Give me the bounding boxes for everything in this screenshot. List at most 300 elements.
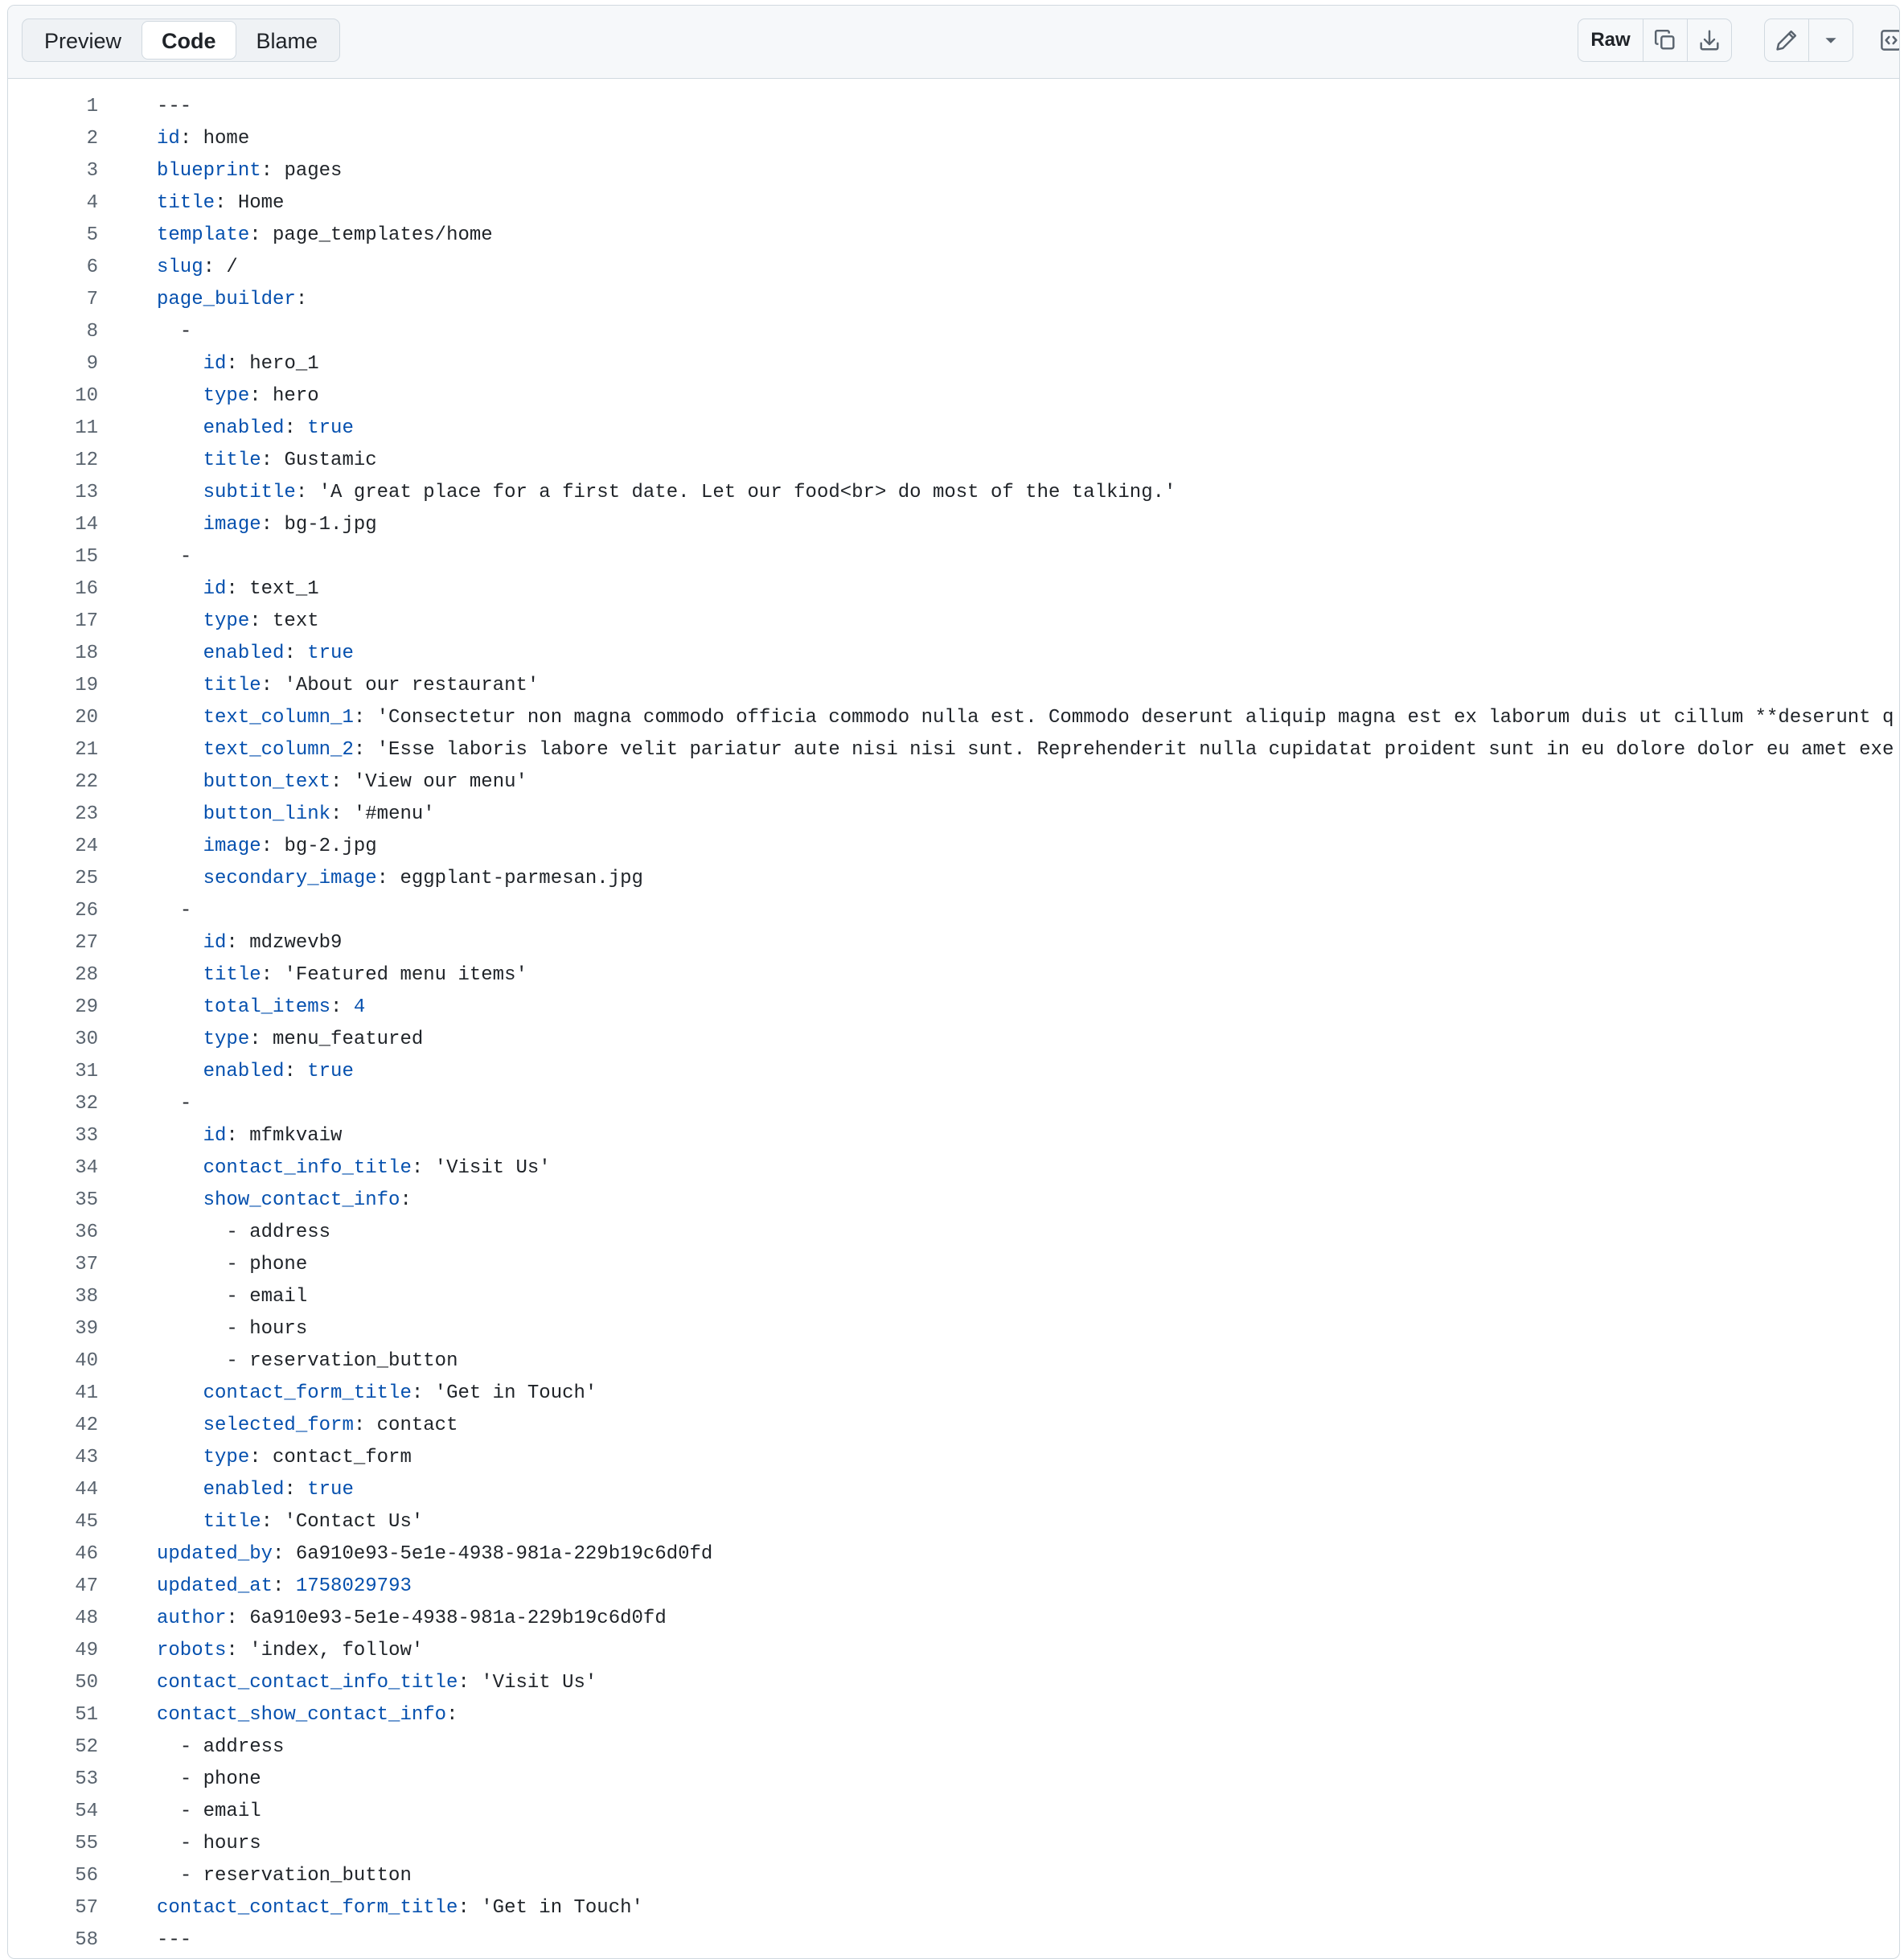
edit-file-button[interactable] — [1765, 19, 1809, 61]
line-content — [157, 959, 527, 992]
line-number[interactable]: 20 — [75, 707, 98, 729]
line-number[interactable]: 10 — [75, 385, 98, 407]
line-number[interactable]: 3 — [86, 160, 98, 182]
code-line — [8, 1281, 1899, 1313]
yaml-separator: : — [400, 1189, 412, 1211]
line-content — [157, 1249, 307, 1281]
file-header — [8, 6, 1899, 79]
line-content — [157, 573, 319, 606]
line-content — [157, 1345, 458, 1378]
line-number[interactable]: 14 — [75, 514, 98, 536]
line-number[interactable]: 18 — [75, 643, 98, 664]
line-indent — [157, 1125, 203, 1147]
yaml-key: id — [203, 353, 227, 375]
line-indent — [157, 900, 180, 922]
yaml-separator: : — [249, 1029, 273, 1050]
line-content — [157, 380, 319, 413]
line-number[interactable]: 50 — [75, 1672, 98, 1694]
yaml-separator: : — [249, 610, 273, 632]
copy-button[interactable] — [1643, 19, 1688, 61]
line-content — [157, 1796, 261, 1828]
yaml-separator: : — [330, 771, 354, 793]
code-line — [8, 927, 1899, 959]
line-content — [157, 541, 191, 573]
line-number[interactable]: 6 — [86, 257, 98, 278]
yaml-separator: : — [179, 128, 203, 150]
yaml-value: text — [273, 610, 319, 632]
code-line — [8, 1603, 1899, 1635]
download-button[interactable] — [1688, 19, 1731, 61]
code-line — [8, 1828, 1899, 1860]
yaml-separator: : — [411, 1157, 435, 1179]
yaml-value: - phone — [226, 1254, 308, 1275]
line-number[interactable]: 30 — [75, 1029, 98, 1050]
yaml-value: --- — [157, 96, 192, 117]
line-number[interactable]: 4 — [86, 192, 98, 214]
yaml-key: updated_at — [157, 1575, 273, 1597]
yaml-separator: : — [458, 1897, 482, 1919]
line-content — [157, 1281, 307, 1313]
code-line — [8, 1345, 1899, 1378]
code-line — [8, 1506, 1899, 1538]
yaml-separator: : — [249, 224, 273, 246]
yaml-separator: : — [273, 1543, 296, 1565]
line-content — [157, 1152, 551, 1185]
line-content — [157, 348, 319, 380]
line-content — [157, 766, 527, 799]
line-content — [157, 477, 1176, 509]
line-indent — [157, 546, 180, 568]
line-number[interactable]: 43 — [75, 1447, 98, 1468]
line-number[interactable]: 53 — [75, 1768, 98, 1790]
yaml-key: enabled — [203, 1479, 285, 1501]
line-indent — [157, 739, 203, 761]
line-content — [157, 1217, 330, 1249]
yaml-value: mfmkvaiw — [249, 1125, 343, 1147]
yaml-separator: : — [284, 1061, 308, 1082]
code-line — [8, 509, 1899, 541]
yaml-separator: : — [226, 353, 250, 375]
line-indent — [157, 675, 203, 696]
yaml-value: - email — [226, 1286, 308, 1308]
yaml-value: '#menu' — [353, 803, 435, 825]
line-indent — [157, 417, 203, 439]
line-number[interactable]: 35 — [75, 1189, 98, 1211]
line-number[interactable]: 15 — [75, 546, 98, 568]
line-content — [157, 1731, 284, 1764]
yaml-value: Home — [237, 192, 285, 214]
line-number[interactable]: 44 — [75, 1479, 98, 1501]
line-number[interactable]: 56 — [75, 1865, 98, 1887]
yaml-value: 'Visit Us' — [481, 1672, 597, 1694]
yaml-separator: : — [261, 514, 285, 536]
line-indent — [157, 771, 203, 793]
line-number[interactable]: 28 — [75, 964, 98, 986]
line-number[interactable]: 54 — [75, 1801, 98, 1822]
line-content — [157, 445, 377, 477]
yaml-separator: : — [295, 289, 308, 310]
yaml-value: hero_1 — [249, 353, 319, 375]
code-line — [8, 1892, 1899, 1924]
line-content — [157, 1892, 643, 1924]
line-content — [157, 1635, 423, 1667]
code-square-icon — [1879, 28, 1900, 52]
yaml-separator: : — [284, 1479, 308, 1501]
raw-button[interactable]: Raw — [1578, 19, 1643, 61]
yaml-key: button_link — [203, 803, 331, 825]
code-line — [8, 187, 1899, 220]
yaml-value: 'index, follow' — [249, 1640, 424, 1661]
code-line — [8, 831, 1899, 863]
line-content — [157, 606, 319, 638]
line-number[interactable]: 9 — [86, 353, 98, 375]
line-indent — [157, 1318, 226, 1340]
triangle-down-icon — [1819, 28, 1843, 52]
line-indent — [157, 707, 203, 729]
line-indent — [157, 803, 203, 825]
yaml-value: Gustamic — [284, 450, 377, 471]
line-number[interactable]: 32 — [75, 1093, 98, 1115]
line-content — [157, 1924, 191, 1957]
line-indent — [157, 482, 203, 503]
yaml-separator: : — [273, 1575, 296, 1597]
edit-group — [1764, 18, 1853, 62]
line-number[interactable]: 25 — [75, 868, 98, 889]
yaml-key: id — [203, 1125, 227, 1147]
line-content — [157, 1699, 458, 1731]
line-content — [157, 1442, 412, 1474]
line-indent — [157, 1382, 203, 1404]
download-icon — [1697, 28, 1721, 52]
view-mode-tabs — [22, 18, 340, 62]
yaml-key: image — [203, 514, 261, 536]
yaml-value: 4 — [353, 996, 366, 1018]
yaml-value: - — [179, 546, 192, 568]
code-line — [8, 1185, 1899, 1217]
yaml-key: subtitle — [203, 482, 296, 503]
code-line — [8, 1217, 1899, 1249]
yaml-value: true — [307, 1061, 354, 1082]
code-line — [8, 1667, 1899, 1699]
code-line — [8, 1699, 1899, 1731]
yaml-key: id — [203, 932, 227, 954]
copy-icon — [1653, 28, 1677, 52]
line-content — [157, 316, 191, 348]
line-number[interactable]: 45 — [75, 1511, 98, 1533]
line-content — [157, 1185, 412, 1217]
file-actions — [1578, 18, 1900, 62]
line-content — [157, 1860, 412, 1892]
yaml-separator: : — [284, 417, 308, 439]
yaml-value: 'Esse laboris labore velit pariatur aute nisi nisi sunt. Reprehenderit nulla cupidatat proident sunt in eu dolore dolor eu amet exe — [376, 739, 1894, 761]
code-line — [8, 1024, 1899, 1056]
line-indent — [157, 1479, 203, 1501]
line-content — [157, 1571, 412, 1603]
tab-code[interactable]: Code — [142, 21, 236, 60]
line-indent — [157, 1222, 226, 1243]
code-line — [8, 670, 1899, 702]
line-number[interactable]: 13 — [75, 482, 98, 503]
code-line — [8, 1538, 1899, 1571]
line-indent — [157, 1157, 203, 1179]
line-number[interactable]: 8 — [86, 321, 98, 343]
line-number[interactable]: 49 — [75, 1640, 98, 1661]
code-line — [8, 380, 1899, 413]
line-indent — [157, 578, 203, 600]
yaml-key: blueprint — [157, 160, 261, 182]
line-indent — [157, 836, 203, 857]
line-content — [157, 509, 377, 541]
yaml-separator: : — [446, 1704, 458, 1726]
line-indent — [157, 932, 203, 954]
yaml-key: author — [157, 1608, 227, 1629]
line-number[interactable]: 2 — [86, 128, 98, 150]
line-indent — [157, 1447, 203, 1468]
yaml-value: 'Get in Touch' — [434, 1382, 597, 1404]
yaml-key: page_builder — [157, 289, 296, 310]
line-number[interactable]: 17 — [75, 610, 98, 632]
code-line — [8, 1474, 1899, 1506]
yaml-separator: : — [261, 1511, 285, 1533]
yaml-separator: : — [353, 739, 377, 761]
yaml-key: enabled — [203, 1061, 285, 1082]
line-number[interactable]: 34 — [75, 1157, 98, 1179]
line-number[interactable]: 39 — [75, 1318, 98, 1340]
yaml-key: image — [203, 836, 261, 857]
line-number[interactable]: 47 — [75, 1575, 98, 1597]
line-indent — [157, 1865, 180, 1887]
line-content — [157, 1120, 342, 1152]
line-content — [157, 1828, 261, 1860]
line-number[interactable]: 19 — [75, 675, 98, 696]
yaml-key: title — [203, 675, 261, 696]
line-content — [157, 1506, 423, 1538]
line-indent — [157, 1768, 180, 1790]
line-number[interactable]: 46 — [75, 1543, 98, 1565]
line-indent — [157, 1415, 203, 1436]
edit-options-dropdown[interactable] — [1809, 19, 1853, 61]
code-line — [8, 123, 1899, 155]
yaml-value: - — [179, 1093, 192, 1115]
yaml-key: title — [203, 1511, 261, 1533]
line-number[interactable]: 42 — [75, 1415, 98, 1436]
yaml-separator: : — [330, 996, 354, 1018]
line-number[interactable]: 55 — [75, 1833, 98, 1854]
code-line — [8, 413, 1899, 445]
line-number[interactable]: 27 — [75, 932, 98, 954]
code-line — [8, 606, 1899, 638]
line-indent — [157, 321, 180, 343]
yaml-key: id — [157, 128, 180, 150]
yaml-value: text_1 — [249, 578, 319, 600]
yaml-value: home — [203, 128, 250, 150]
line-indent — [157, 610, 203, 632]
yaml-key: text_column_2 — [203, 739, 354, 761]
line-indent — [157, 1254, 226, 1275]
yaml-value: - phone — [179, 1768, 261, 1790]
yaml-value: 6a910e93-5e1e-4938-981a-229b19c6d0fd — [295, 1543, 713, 1565]
line-number[interactable]: 40 — [75, 1350, 98, 1372]
pencil-icon — [1775, 28, 1799, 52]
yaml-value: - — [179, 900, 192, 922]
line-indent — [157, 996, 203, 1018]
line-content — [157, 895, 191, 927]
line-number[interactable]: 58 — [75, 1929, 98, 1951]
code-line — [8, 1378, 1899, 1410]
line-number[interactable]: 16 — [75, 578, 98, 600]
yaml-key: title — [203, 964, 261, 986]
line-content — [157, 155, 342, 187]
yaml-value: - address — [226, 1222, 331, 1243]
tab-blame[interactable]: Blame — [256, 29, 318, 53]
line-number[interactable]: 31 — [75, 1061, 98, 1082]
code-line — [8, 1924, 1899, 1957]
line-indent — [157, 353, 203, 375]
line-content — [157, 1024, 423, 1056]
code-line — [8, 155, 1899, 187]
yaml-value: - address — [179, 1736, 285, 1758]
line-number[interactable]: 37 — [75, 1254, 98, 1275]
line-number[interactable]: 1 — [86, 96, 98, 117]
yaml-separator: : — [249, 1447, 273, 1468]
line-content — [157, 734, 1894, 766]
yaml-value: 'Featured menu items' — [284, 964, 527, 986]
yaml-value: 'A great place for a first date. Let our food<br> do most of the talking.' — [318, 482, 1176, 503]
line-number[interactable]: 24 — [75, 836, 98, 857]
tab-preview[interactable]: Preview — [44, 29, 122, 53]
yaml-key: text_column_1 — [203, 707, 354, 729]
line-indent — [157, 643, 203, 664]
code-line — [8, 1152, 1899, 1185]
line-number[interactable]: 38 — [75, 1286, 98, 1308]
yaml-separator: : — [261, 450, 285, 471]
line-number[interactable]: 41 — [75, 1382, 98, 1404]
yaml-key: contact_contact_info_title — [157, 1672, 458, 1694]
line-indent — [157, 1029, 203, 1050]
line-indent — [157, 450, 203, 471]
line-content — [157, 252, 238, 284]
yaml-key: show_contact_info — [203, 1189, 400, 1211]
yaml-key: slug — [157, 257, 203, 278]
yaml-key: contact_show_contact_info — [157, 1704, 447, 1726]
code-line — [8, 702, 1899, 734]
yaml-value: true — [307, 643, 354, 664]
yaml-key: id — [203, 578, 227, 600]
code-line — [8, 252, 1899, 284]
yaml-value: true — [307, 417, 354, 439]
yaml-value: - reservation_button — [179, 1865, 412, 1887]
line-content — [157, 1474, 354, 1506]
code-line — [8, 91, 1899, 123]
yaml-value: 'Get in Touch' — [481, 1897, 643, 1919]
yaml-value: - reservation_button — [226, 1350, 458, 1372]
yaml-key: type — [203, 385, 250, 407]
yaml-key: button_text — [203, 771, 331, 793]
line-content — [157, 1667, 597, 1699]
yaml-separator: : — [411, 1382, 435, 1404]
line-indent — [157, 1736, 180, 1758]
line-indent — [157, 385, 203, 407]
raw-copy-download-group — [1578, 18, 1732, 62]
line-number[interactable]: 7 — [86, 289, 98, 310]
code-line — [8, 734, 1899, 766]
line-content — [157, 1056, 354, 1088]
code-line — [8, 1120, 1899, 1152]
yaml-value: bg-2.jpg — [284, 836, 377, 857]
yaml-value: - hours — [179, 1833, 261, 1854]
code-line — [8, 1249, 1899, 1281]
code-line — [8, 477, 1899, 509]
line-number[interactable]: 48 — [75, 1608, 98, 1629]
line-indent — [157, 964, 203, 986]
code-line — [8, 1313, 1899, 1345]
symbols-panel-button[interactable] — [1869, 18, 1900, 62]
line-number[interactable]: 22 — [75, 771, 98, 793]
line-indent — [157, 1350, 226, 1372]
line-indent — [157, 1833, 180, 1854]
line-content — [157, 284, 307, 316]
yaml-value: - email — [179, 1801, 261, 1822]
line-number[interactable]: 52 — [75, 1736, 98, 1758]
yaml-value: 'Consectetur non magna commodo officia commodo nulla est. Commodo deserunt aliquip magna est ex laborum duis ut cillum **deserunt q — [376, 707, 1894, 729]
line-number[interactable]: 26 — [75, 900, 98, 922]
yaml-value: 'About our restaurant' — [284, 675, 540, 696]
yaml-key: title — [157, 192, 215, 214]
line-number[interactable]: 36 — [75, 1222, 98, 1243]
line-number[interactable]: 11 — [75, 417, 98, 439]
line-number[interactable]: 12 — [75, 450, 98, 471]
line-number[interactable]: 23 — [75, 803, 98, 825]
line-indent — [157, 1511, 203, 1533]
line-content — [157, 638, 354, 670]
line-number[interactable]: 5 — [86, 224, 98, 246]
code-line — [8, 1796, 1899, 1828]
line-number[interactable]: 29 — [75, 996, 98, 1018]
line-content — [157, 1603, 667, 1635]
yaml-separator: : — [226, 1125, 250, 1147]
line-content — [157, 927, 342, 959]
yaml-key: template — [157, 224, 250, 246]
code-line — [8, 541, 1899, 573]
code-line — [8, 316, 1899, 348]
line-number[interactable]: 33 — [75, 1125, 98, 1147]
yaml-separator: : — [376, 868, 400, 889]
line-number[interactable]: 51 — [75, 1704, 98, 1726]
yaml-value: 'Visit Us' — [434, 1157, 551, 1179]
yaml-separator: : — [249, 385, 273, 407]
code-line — [8, 1635, 1899, 1667]
yaml-value: 1758029793 — [295, 1575, 412, 1597]
yaml-key: enabled — [203, 643, 285, 664]
yaml-separator: : — [226, 578, 250, 600]
line-content — [157, 702, 1894, 734]
yaml-separator: : — [226, 1608, 250, 1629]
yaml-separator: : — [203, 257, 227, 278]
code-line — [8, 766, 1899, 799]
yaml-separator: : — [284, 643, 308, 664]
yaml-key: title — [203, 450, 261, 471]
line-indent — [157, 514, 203, 536]
yaml-value: true — [307, 1479, 354, 1501]
code-line — [8, 284, 1899, 316]
yaml-separator: : — [261, 675, 285, 696]
line-number[interactable]: 21 — [75, 739, 98, 761]
line-content — [157, 1538, 712, 1571]
code-listing — [8, 91, 1899, 1957]
yaml-value: / — [226, 257, 238, 278]
line-content — [157, 992, 365, 1024]
line-number[interactable]: 57 — [75, 1897, 98, 1919]
